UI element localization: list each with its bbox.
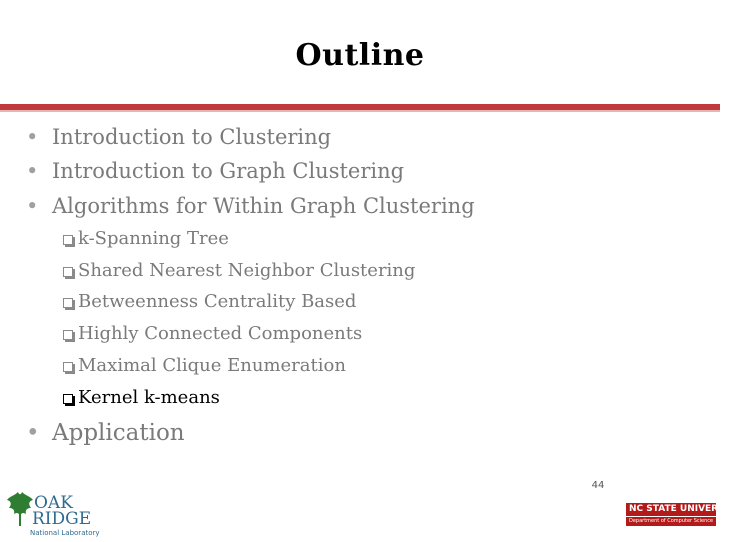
sub-bullet-item <box>63 230 229 248</box>
checkbox-bullet-icon <box>63 235 73 245</box>
logo-line3: National Laboratory <box>30 529 100 537</box>
title-rule-shadow <box>0 110 720 112</box>
sub-bullet-text: k-Spanning Tree <box>78 228 229 249</box>
ncsu-logo-subtitle: Department of Computer Science <box>626 516 716 526</box>
bullet-item <box>26 161 404 182</box>
sub-bullet-item <box>63 357 346 375</box>
checkbox-bullet-icon <box>63 298 73 308</box>
checkbox-bullet-icon <box>63 267 73 277</box>
oak-ridge-logo <box>4 486 100 538</box>
checkbox-bullet-icon <box>63 330 73 340</box>
sub-bullet-text: Highly Connected Components <box>78 323 363 344</box>
bullet-item <box>26 127 331 148</box>
bullet-text: Application <box>52 420 185 446</box>
sub-bullet-item <box>63 325 362 343</box>
bullet-item <box>26 196 475 217</box>
sub-bullet-text: Betweenness Centrality Based <box>78 291 357 312</box>
bullet-dot-icon: • <box>26 420 40 446</box>
bullet-text: Algorithms for Within Graph Clustering <box>52 194 475 218</box>
logo-line2: RIDGE <box>32 509 92 529</box>
bullet-item <box>26 422 185 445</box>
page-number: 44 <box>591 480 605 491</box>
checkbox-bullet-icon <box>63 394 73 404</box>
oak-leaf-icon <box>4 486 100 538</box>
bullet-text: Introduction to Graph Clustering <box>52 159 405 183</box>
sub-bullet-text: Shared Nearest Neighbor Clustering <box>78 260 416 281</box>
sub-bullet-item <box>63 293 356 311</box>
bullet-dot-icon: • <box>26 159 39 183</box>
sub-bullet-item <box>63 262 415 280</box>
bullet-text: Introduction to Clustering <box>52 125 332 149</box>
ncsu-logo <box>626 503 741 525</box>
slide-title: Outline <box>295 38 425 73</box>
sub-bullet-item-active <box>63 389 220 407</box>
checkbox-bullet-icon <box>63 362 73 372</box>
sub-bullet-text: Maximal Clique Enumeration <box>78 355 346 376</box>
sub-bullet-text: Kernel k-means <box>78 387 220 408</box>
bullet-dot-icon: • <box>26 194 39 218</box>
bullet-dot-icon: • <box>26 125 39 149</box>
ncsu-logo-title: NC STATE UNIVERSITY <box>626 503 716 516</box>
logo-line1: OAK <box>34 493 73 513</box>
